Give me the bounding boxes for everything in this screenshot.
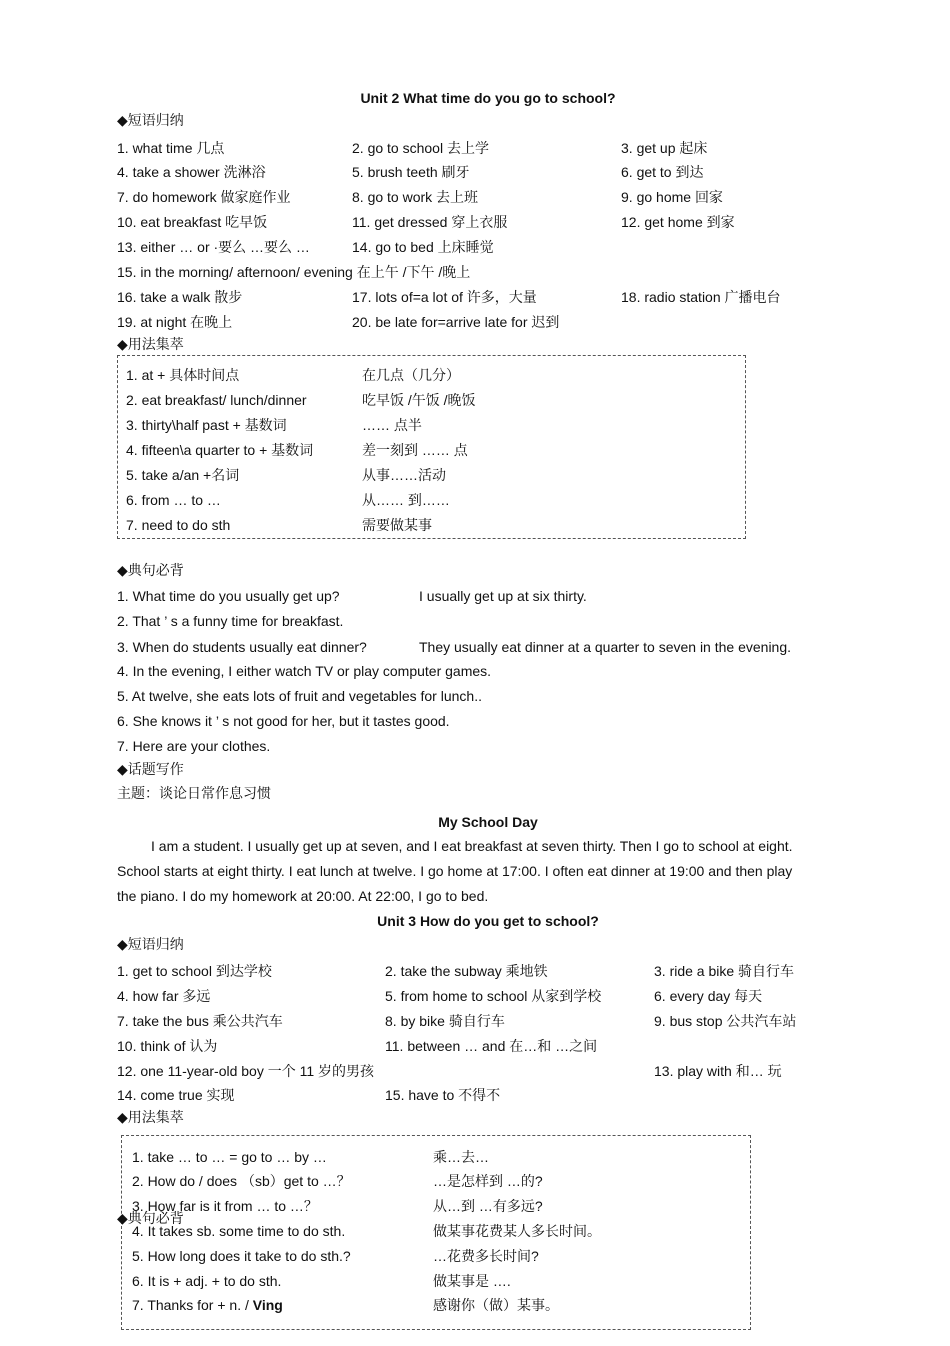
usage-zh: 从…… 到…… <box>362 492 450 508</box>
phrase-item: 2. take the subway 乘地铁 <box>385 963 548 979</box>
phrase-item: 15. have to 不得不 <box>385 1087 501 1103</box>
usage-en: 1. take … to … = go to … by … <box>132 1149 327 1165</box>
phrase-item: 1. what time 几点 <box>117 140 225 156</box>
phrase-item: 8. by bike 骑自行车 <box>385 1013 505 1029</box>
usage-zh: 差一刻到 …… 点 <box>362 442 468 458</box>
phrase-item: 4. take a shower 洗淋浴 <box>117 164 266 180</box>
phrase-item: 12. get home 到家 <box>621 214 735 230</box>
usage-en-text: 7. Thanks for + n. / <box>132 1297 253 1313</box>
unit2-usage-header: ◆用法集萃 <box>117 336 184 352</box>
phrase-item: 3. get up 起床 <box>621 140 708 156</box>
writing-topic: 主题：谈论日常作息习惯 <box>117 785 271 801</box>
phrase-item: 7. take the bus 乘公共汽车 <box>117 1013 283 1029</box>
essay-title: My School Day <box>438 814 538 830</box>
phrase-item: 10. think of 认为 <box>117 1038 218 1054</box>
phrase-item: 14. come true 实现 <box>117 1087 235 1103</box>
usage-zh: 从…到 …有多远? <box>433 1198 543 1214</box>
phrase-item: 1. get to school 到达学校 <box>117 963 272 979</box>
usage-zh: 乘…去… <box>433 1149 489 1165</box>
unit2-title: Unit 2 What time do you go to school? <box>360 90 616 106</box>
sentence-question: 1. What time do you usually get up? <box>117 588 340 604</box>
usage-zh: 从事……活动 <box>362 467 446 483</box>
phrase-item: 20. be late for=arrive late for 迟到 <box>352 314 560 330</box>
phrase-item: 12. one 11-year-old boy 一个 11 岁的男孩 <box>117 1063 375 1079</box>
unit3-usage-header: ◆用法集萃 <box>117 1109 184 1125</box>
sentence-question: 4. In the evening, I either watch TV or play computer games. <box>117 663 492 679</box>
usage-en-bold: Ving <box>252 1297 283 1313</box>
usage-zh: 在几点（几分） <box>362 367 460 383</box>
phrase-item: 16. take a walk 散步 <box>117 289 243 305</box>
usage-zh: 做某事是 …. <box>433 1273 511 1289</box>
sentence-question: 7. Here are your clothes. <box>117 738 271 754</box>
phrase-item: 13. play with 和… 玩 <box>654 1063 782 1079</box>
phrase-item: 17. lots of=a lot of 许多，大量 <box>352 289 537 305</box>
phrase-item: 13. either … or ·要么 …要么 … <box>117 239 310 255</box>
sentence-answer: I usually get up at six thirty. <box>419 588 587 604</box>
usage-en: 3. thirty\half past + 基数词 <box>126 417 287 433</box>
unit3-phrases-header: ◆短语归纳 <box>117 936 184 952</box>
essay-line: School starts at eight thirty. I eat lunch at twelve. I go home at 17:00. I often eat dinner at 19:00 and then play <box>117 863 793 879</box>
phrase-item: 5. brush teeth 刷牙 <box>352 164 470 180</box>
usage-en: 3. How far is it from … to …？ <box>132 1198 318 1214</box>
phrase-item: 3. ride a bike 骑自行车 <box>654 963 795 979</box>
phrase-item: 2. go to school 去上学 <box>352 140 489 156</box>
usage-zh: …… 点半 <box>362 417 422 433</box>
usage-en: 4. fifteen\a quarter to + 基数词 <box>126 442 314 458</box>
usage-zh: 吃早饭 /午饭 /晚饭 <box>362 392 476 408</box>
usage-en: 5. take a/an +名词 <box>126 467 240 483</box>
phrase-item: 8. go to work 去上班 <box>352 189 479 205</box>
sentence-question: 2. That ’ s a funny time for breakfast. <box>117 613 344 629</box>
phrase-item: 18. radio station 广播电台 <box>621 289 781 305</box>
sentence-answer: They usually eat dinner at a quarter to seven in the evening. <box>419 639 792 655</box>
usage-zh: 做某事花费某人多长时间。 <box>433 1223 601 1239</box>
phrase-item: 6. every day 每天 <box>654 988 763 1004</box>
essay-line: I am a student. I usually get up at seven, and I eat breakfast at seven thirty. Then I go to school at eight. <box>151 838 793 854</box>
unit3-title: Unit 3 How do you get to school? <box>377 913 599 929</box>
usage-en: 2. How do / does （sb）get to …？ <box>132 1173 351 1189</box>
sentence-question: 3. When do students usually eat dinner? <box>117 639 367 655</box>
usage-zh: 感谢你（做）某事。 <box>433 1297 559 1313</box>
usage-en <box>132 1296 283 1314</box>
usage-en: 5. How long does it take to do sth.? <box>132 1248 351 1264</box>
phrase-item: 15. in the morning/ afternoon/ evening 在上午 /下午 /晚上 <box>117 264 471 280</box>
unit2-phrases-header: ◆短语归纳 <box>117 112 184 128</box>
usage-en: 2. eat breakfast/ lunch/dinner <box>126 392 307 408</box>
phrase-item: 6. get to 到达 <box>621 164 704 180</box>
usage-en: 4. It takes sb. some time to do sth. <box>132 1223 346 1239</box>
phrase-item: 5. from home to school 从家到学校 <box>385 988 602 1004</box>
unit2-sentences-header: ◆典句必背 <box>117 562 184 578</box>
usage-en: 7. need to do sth <box>126 517 231 533</box>
phrase-item: 10. eat breakfast 吃早饭 <box>117 214 268 230</box>
phrase-item: 11. between … and 在…和 …之间 <box>385 1038 598 1054</box>
phrase-item: 11. get dressed 穿上衣服 <box>352 214 508 230</box>
phrase-item: 19. at night 在晚上 <box>117 314 233 330</box>
phrase-item: 4. how far 多远 <box>117 988 211 1004</box>
phrase-item: 7. do homework 做家庭作业 <box>117 189 291 205</box>
usage-zh: …是怎样到 …的? <box>433 1173 543 1189</box>
sentence-question: 6. She knows it ’ s not good for her, but it tastes good. <box>117 713 450 729</box>
usage-zh: 需要做某事 <box>362 517 432 533</box>
sentence-question: 5. At twelve, she eats lots of fruit and vegetables for lunch.. <box>117 688 482 704</box>
essay-line: the piano. I do my homework at 20:00. At 22:00, I go to bed. <box>117 888 489 904</box>
usage-en: 6. from … to … <box>126 492 221 508</box>
unit2-writing-header: ◆话题写作 <box>117 761 184 777</box>
phrase-item: 9. go home 回家 <box>621 189 723 205</box>
phrase-item: 9. bus stop 公共汽车站 <box>654 1013 797 1029</box>
phrase-item: 14. go to bed 上床睡觉 <box>352 239 494 255</box>
usage-zh: …花费多长时间? <box>433 1248 539 1264</box>
usage-en: 1. at + 具体时间点 <box>126 367 240 383</box>
usage-en: 6. It is + adj. + to do sth. <box>132 1273 282 1289</box>
unit3-sentences-header: ◆典句必背 <box>117 1210 184 1226</box>
